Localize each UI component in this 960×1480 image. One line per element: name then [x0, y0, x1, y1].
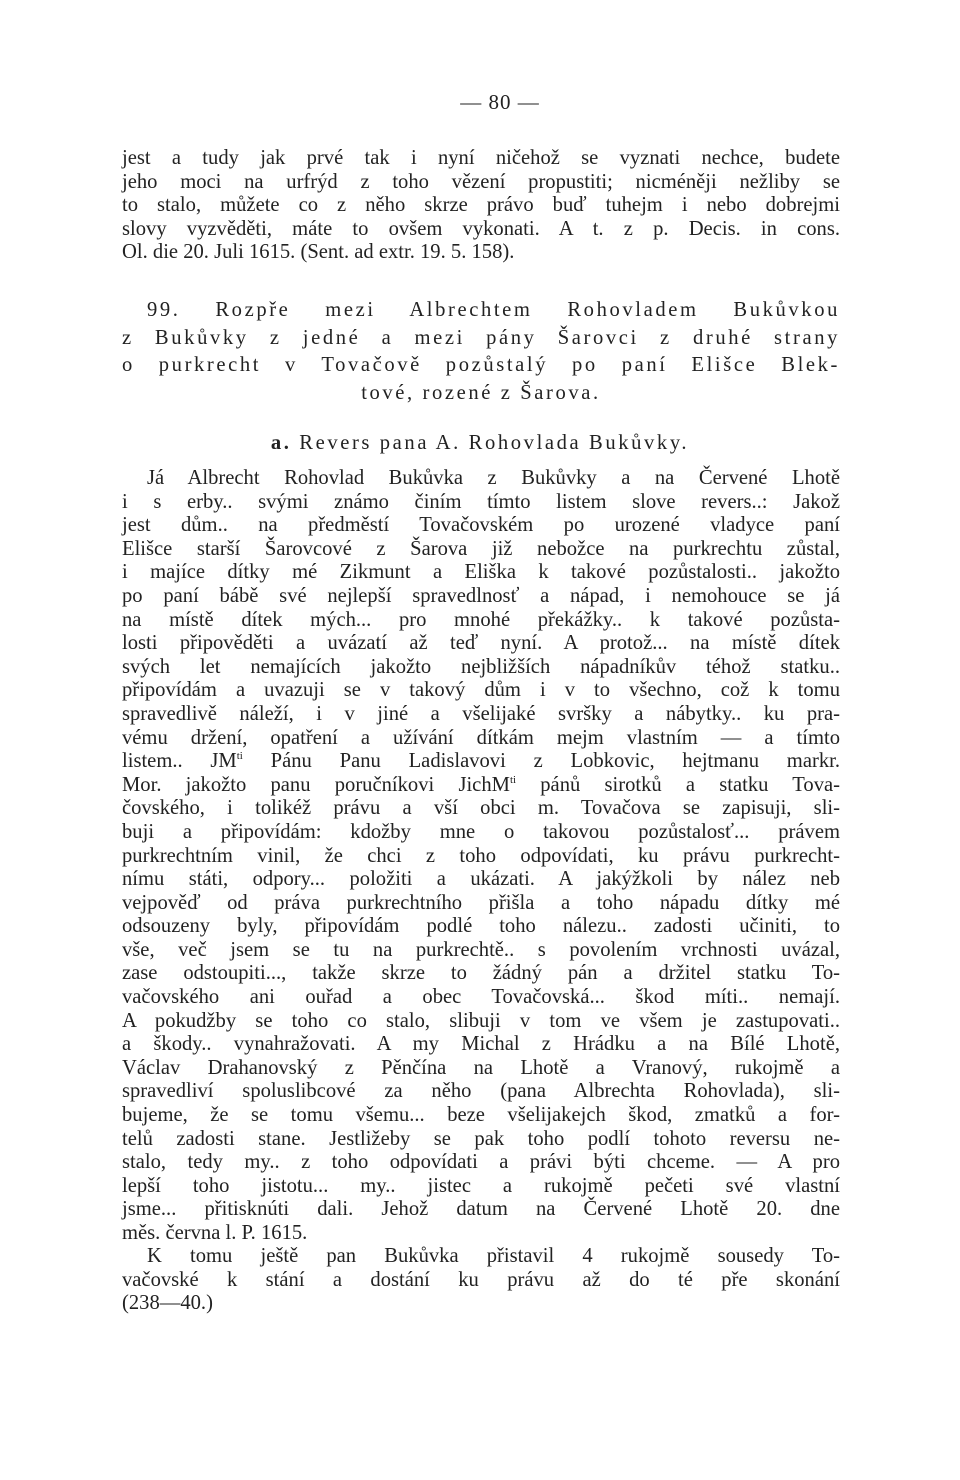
subheading	[0, 432, 960, 455]
text-line: telů zadosti stane. Jestližeby se pak toho podlí tohoto reversu ne-	[122, 1127, 840, 1150]
text-line: spravedliví spoluslibcové za něho (pana Albrechta Rohovlada), sli-	[122, 1080, 840, 1103]
text-line: losti připověděti a uvázatí až teď nyní. A protož... na místě dítek	[122, 632, 840, 655]
heading-line: o purkrecht v Tovačově pozůstalý po paní Elišce Blek-	[122, 354, 840, 376]
text-line: Václav Drahanovský z Pěnčína na Lhotě a Vranový, rukojmě a	[122, 1056, 840, 1079]
superscript: ti	[509, 773, 517, 786]
section-heading	[122, 297, 840, 407]
text-line: jeho moci na urfrýd z toho vězení propustiti; nicméněji nežliby se	[122, 170, 840, 193]
text-line: vejpověď od práva purkrechtního přišla a toho nápadu dítky mé	[122, 891, 840, 914]
text-line: Já Albrecht Rohovlad Bukůvka z Bukůvky a na Červené Lhotě	[147, 467, 840, 489]
text-line: stalo, tedy my.. z toho odpovídati a právi býti chceme. — A pro	[122, 1151, 840, 1174]
text-line	[122, 750, 840, 774]
text-line: i s erby.. svými známo činím tímto listem slove revers..: Jakož	[122, 490, 840, 513]
text-line: i majíce dítky mé Zikmunt a Eliška k takové pozůstalosti.. jakožto	[122, 561, 840, 584]
main-text	[122, 467, 840, 1246]
text-line: a škody.. vynahražovati. A my Michal z Hrádku a na Bílé Lhotě,	[122, 1033, 840, 1056]
final-paragraph	[122, 1245, 840, 1316]
text-span: pánů sirotků a statku Tova-	[516, 773, 840, 796]
text-line: nímu státi, odpory... položiti a ukázati. A jakýžkoli by nález neb	[122, 868, 840, 891]
text-line: vačovského ani ouřad a obec Tovačovská... škod míti.. nemají.	[122, 986, 840, 1009]
text-line: jest dům.. na předměstí Tovačovském po urozené vladyce paní	[122, 514, 840, 537]
heading-line: tové, rozené z Šarova.	[361, 381, 601, 404]
text-line: jsme... přitisknúti dali. Jehož datum na Červené Lhotě 20. dne	[122, 1198, 840, 1221]
subheading-letter: a.	[270, 432, 292, 454]
paragraph-1	[122, 147, 840, 265]
text-line: po paní bábě své nejlepší spravedlnosť a nápad, i nemohouce se já	[122, 584, 840, 607]
text-line: (238—40.)	[122, 1292, 213, 1315]
text-line: K tomu ještě pan Bukůvka přistavil 4 rukojmě sousedy To-	[147, 1245, 840, 1267]
text-line	[122, 774, 840, 798]
text-line: spravedlivě náleží, i v jiné a všelijaké svršky a nábytky.. ku pra-	[122, 702, 840, 725]
text-line: vačovské k stání a dostání ku právu až do té pře skonání	[122, 1268, 840, 1291]
text-line: Ol. die 20. Juli 1615. (Sent. ad extr. 19. 5. 158).	[122, 241, 515, 264]
text-span: listem.. JM	[122, 750, 237, 773]
text-line: A pokudžby se toho co stalo, slibuji v tom ve všem je zastupovati..	[122, 1009, 840, 1032]
text-line: měs. června l. P. 1615.	[122, 1222, 308, 1244]
text-line: na místě dítek mých... pro mnohé překážky.. k takové pozůsta-	[122, 608, 840, 631]
text-line: to stalo, můžete co z něho skrze právo buď tuhejm i nebo dobrejmi	[122, 194, 840, 217]
text-line: svých let nemajících jakožto nejbližších nápadníkův téhož statku..	[122, 655, 840, 678]
text-line: buji a připovídám: kdožby mne o takovou pozůstalosť... právem	[122, 820, 840, 843]
heading-line: z Bukůvky z jedné a mezi pány Šarovci z druhé strany	[122, 326, 840, 349]
heading-line: 99. Rozpře mezi Albrechtem Rohovladem Bukůvkou	[147, 299, 840, 321]
text-span: Mor. jakožto panu poručníkovi JichM	[122, 773, 510, 796]
text-line: lepší toho jistotu... my.. jistec a rukojmě pečeti své vlastní	[122, 1174, 840, 1197]
text-line: bujeme, že se tomu všemu... beze všelijakejch škod, zmatků a for-	[122, 1104, 840, 1127]
text-span: Pánu Panu Ladislavovi z Lobkovic, hejtmanu markr.	[242, 750, 840, 773]
superscript: ti	[236, 750, 243, 763]
subheading-text: Revers pana A. Rohovlada Bukůvky.	[299, 432, 690, 454]
text-line: čovského, i tolikéž právu a vší obci m. Tovačova se zapisuji, sli-	[122, 797, 840, 820]
text-line: purkrechtním vinil, že chci z toho odpovídati, ku právu purkrecht-	[122, 844, 840, 867]
text-line: jest a tudy jak prvé tak i nyní ničehož se vyznati nechce, budete	[122, 147, 840, 169]
text-line: vše, več jsem se tu na purkrechtě.. s povolením vrchnosti uvázal,	[122, 938, 840, 961]
text-line: odsouzeny byly, připovídám podlé toho nálezu.. zadosti učiniti, to	[122, 915, 840, 938]
page-number: — 80 —	[460, 90, 540, 114]
text-line: Elišce starší Šarovcové z Šarova již nebožce na purkrechtu zůstal,	[122, 537, 840, 560]
text-line: slovy vyzvěděti, máte to ovšem vykonati. A t. z p. Decis. in cons.	[122, 217, 840, 240]
text-line: připovídám a uvazuji se v takový dům i v to všechno, což k tomu	[122, 679, 840, 702]
text-line: vému držení, opatření a užívání dítkám mejm vlastním — a tímto	[122, 726, 840, 749]
text-line: zase odstoupiti..., takže skrze to žádný pán a držitel statku To-	[122, 962, 840, 985]
